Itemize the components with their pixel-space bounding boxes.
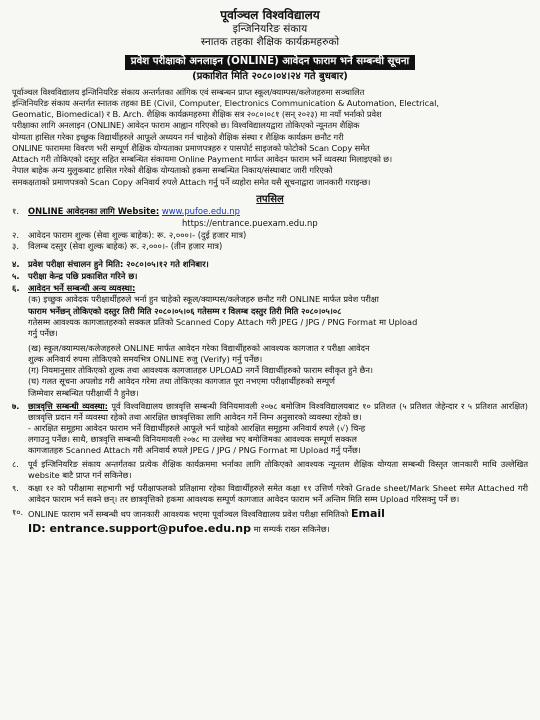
subitem-line: (ख) स्कूल/क्याम्पस/कलेजहरुले ONLINE मार्फत आवेदन गरेका विद्यार्थीहरुको आवश्यक कागजात र परीक्षा आवेदन [28,343,370,354]
item-text: पूर्व विश्वविद्यालय छात्रवृत्ति सम्बन्धी विनियमावली २०७८ बमोजिम विश्वविद्यालयबाट १० प्रतिशत (५ [111,400,407,411]
university-name: पूर्वाञ्चल विश्वविद्यालय [220,8,320,22]
item-number: ८. [12,458,19,469]
item-text: आवेदन फाराम शुल्क (सेवा शुल्क बाहेक): रू. २,०००।- (दुई हजार मात्र) [28,229,247,240]
intro-line: Attach गरी तोकिएको दस्तुर सहित सम्बन्धित संकायमा Online Payment मार्फत आवेदन फाराम भर्ने व्यवस्था मिलाइएको छ। [12,154,393,165]
notice-header [12,8,528,84]
item-number: ४. [12,259,20,270]
item-8 [12,459,528,481]
contact-email[interactable]: ID: entrance.support@pufoe.edu.np [28,522,251,536]
item-text: मा सम्पर्क राख्न सकिनेछ। [253,524,330,535]
item-1 [12,206,528,218]
tapasil-heading: तपसिल [256,194,284,206]
item-number: २. [12,229,20,240]
item-10 [12,507,528,537]
item-text: कक्षा १२ को परीक्षामा सहभागी भई परीक्षाफलको प्रतिक्षामा रहेका विद्यार्थीहरुले समेत कक्षा ११ उत्तिर्ण गरेको Grade [28,482,381,493]
item-number: १०. [12,507,24,518]
item-text: प्रतिशत जेहेन्दार र ५ प्रतिशत आरक्षित) छात्रवृत्ति प्रदान गर्ने व्यवस्था रहेको तथा आरक्षित छात्रवृत्तिका लागि आवेदन गर्ने [28,400,529,422]
entrance-url[interactable] [12,218,528,230]
item-2 [12,230,528,242]
item-9 [12,483,528,505]
item-number: ७. [12,400,20,411]
subitem-line: फाराम भर्नेछन् तोकिएको दस्तुर तिरी मिति २०८०।०५।०६ गतेसम्म र विलम्ब दस्तुर तिरी मिति २०८०।०५।०८ [28,305,342,316]
item-6-subitems [12,294,528,398]
subitem-line: गतेसम्म आवश्यक कागजातहरुको सक्कल प्रतिको Scanned Copy Attach गरी JPEG / JPG / PNG Format मा Upload [28,316,418,327]
intro-line: नेपाल बाहेक अन्य मुलुकबाट हासिल गरेको शैक्षिक योग्यताको हकमा सम्बन्धित निकाय/संस्थाबाट जारी गरिएको [12,165,333,176]
intro-line: इन्जिनियरिङ संकाय अन्तर्गत स्नातक तहका BE (Civil, Computer, Electronics Communication & Automation, Electrical, [12,97,439,108]
item-3 [12,241,528,253]
subitem-line: शुल्क अनिवार्य रुपमा तोकिएको समयभित्र ONLINE रुजु (Verify) गर्नु पर्नेछ। [28,354,263,365]
intro-paragraph [12,87,528,189]
item-number: ५. [12,270,20,281]
item-text: परीक्षा केन्द्र पछि प्रकाशित गरिने छ। [28,270,138,281]
intro-line: ONLINE फाराममा विवरण भरी सम्पूर्ण शैक्षिक योग्यताका प्रमाणपत्रहरु र पासपोर्ट साइजको फोटोको Scan Copy समेत [12,142,370,153]
notice-title: प्रवेश परीक्षाको अनलाइन (ONLINE) आवेदन फाराम भर्ने सम्बन्धी सूचना [125,55,415,70]
faculty-name: इन्जिनियरिङ संकाय [232,23,308,35]
scholarship-label: छात्रवृत्ति सम्बन्धी व्यवस्था: [28,400,108,411]
item-number: ३. [12,241,20,252]
subitem-line: कागजातहरु Scanned Attach गरी अनिवार्य रुपले JPEG / JPG / PNG Format मा Upload गर्नु पर्नेछ। [28,445,361,456]
item-7 [12,401,528,423]
item-text: पूर्व इन्जिनियरिङ संकाय अन्तर्गतका प्रत्येक शैक्षिक कार्यक्रममा भर्नाका लागि तोकिएको आवश्यक न्यूनतम शैक्षिक [28,458,374,469]
notice-items [12,206,528,537]
intro-line: योग्यता हासिल गरेका इच्छुक विद्यार्थीहरुले आफूले अध्ययन गर्न चाहेको शैक्षिक संस्था र शैक्षिक कार्यक्रम छनौट गरी [12,131,344,142]
item-text: विलम्ब दस्तुर (सेवा शुल्क बाहेक) रू. २,०००।- (तीन हजार मात्र) [28,241,223,252]
website-label: ONLINE आवेदनका लागि Website: [28,206,160,217]
item-text: प्रवेश परीक्षा संचालन हुने मिति: २०८०।०५।१२ गते शनिबार। [28,259,209,270]
subitem-line: लगाउनु पर्नेछ। साथै, छात्रवृत्ति सम्बन्धी विनियमावली २०७८ मा उल्लेख भए बमोजिमका आवश्यक सम्पूर्ण सक्कल [28,434,357,445]
intro-line: पूर्वाञ्चल विश्वविद्यालय इन्जिनियरिङ संकाय अन्तर्गतका आंगिक एवं सम्बन्धन प्राप्त स्कूल/क्याम्पस/कलेजहरुमा सञ्चालित [12,86,365,97]
item-5 [12,271,528,283]
item-text: sheet/Mark Sheet समेत Attached गरी आवेदन फाराम भर्न सक्ने छन्। तर छात्रवृत्तिको हकमा आवश्यक सम्पूर्ण [28,482,528,505]
subitem-line: - आरक्षित समूहमा आवेदन फाराम भर्ने विद्यार्थीहरुले आफूले भर्न चाहेको आरक्षित समूहमा अनिवार्य रुपले (√) चिन्ह [28,423,366,434]
intro-line: समकक्षताको प्रमाणपत्रको Scan Copy अनिवार्य रुपले Attach गर्नु पर्ने व्यहोरा समेत यसै सूचनाद्वारा जानकारी गराइन्छ। [12,176,371,187]
subitem-line: (घ) गलत सूचना अपलोड गरी आवेदन गरेमा तथा तोकिएका कागजात पूरा नभएमा परीक्षार्थीहरुको सम्पूर्ण [28,376,335,387]
item-text: आवेदन भर्ने सम्बन्धी अन्य व्यवस्था: [28,282,136,293]
item-text: निम्न अनुसारको व्यवस्था रहेको छ। [259,411,362,422]
item-number: ९. [12,482,19,493]
item-text: ONLINE फाराम भर्ने सम्बन्धी थप जानकारी आवश्यक भएमा पूर्वाञ्चल विश्वविद्यालय प्रवेश परीक्षा समितिको [28,509,349,520]
website-link[interactable]: www.pufoe.edu.np [161,206,240,217]
entrance-url-text[interactable]: https://entrance.puexam.edu.np [182,217,318,228]
item-6 [12,283,528,295]
item-number: १. [12,206,20,217]
item-text: योग्यता सम्बन्धी विस्तृत जानकारी माथि उल्लेखित website बाटै प्राप्त गर्न सकिनेछ। [28,458,528,480]
programs-line: स्नातक तहका शैक्षिक कार्यक्रमहरुको [200,36,340,49]
subitem-line: जिम्मेवार सम्बन्धित परीक्षार्थी नै हुनेछ। [28,387,139,398]
published-date: (प्रकाशित मिति २०८०।०४।२४ गते बुधबार) [192,71,348,82]
item-4 [12,259,528,271]
intro-line: परीक्षाका लागि अनलाइन (ONLINE) आवेदन फाराम आह्वान गरिएको छ। विश्वविद्यालयद्वारा तोकिएको न्यूनतम शैक्षिक [12,120,360,131]
notice-page [12,8,528,712]
subitem-line: (क) इच्छुक आवेदक परीक्षार्थीहरुले भर्ना हुन चाहेको स्कूल/क्याम्पस/कलेजहरु छनौट गरी ONLINE मार्फत प्रवेश परीक्षा [28,294,379,305]
item-number: ६. [12,282,20,293]
item-text: कागजात आवेदन फाराम भर्ने अन्तिम मिति सम्म Upload गरिसक्नु पर्ने छ। [237,494,460,505]
intro-line: Geomatic, Biomedical) र B. Arch. शैक्षिक कार्यक्रमहरुमा शैक्षिक सत्र २०८०।०८१ (सन् २०२३) मा नयाँ भर्नाको प्रवेश [12,109,382,120]
item-7-reserved [12,423,528,456]
subitem-line: (ग) नियमानुसार तोकिएको शुल्क तथा आवश्यक कागजातहरु UPLOAD नगर्ने विद्यार्थीहरुको फाराम स्वीकृत हुने छैन। [28,365,374,376]
email-label: Email [350,507,385,521]
subitem-line: गर्नु पर्नेछ। [28,327,58,338]
